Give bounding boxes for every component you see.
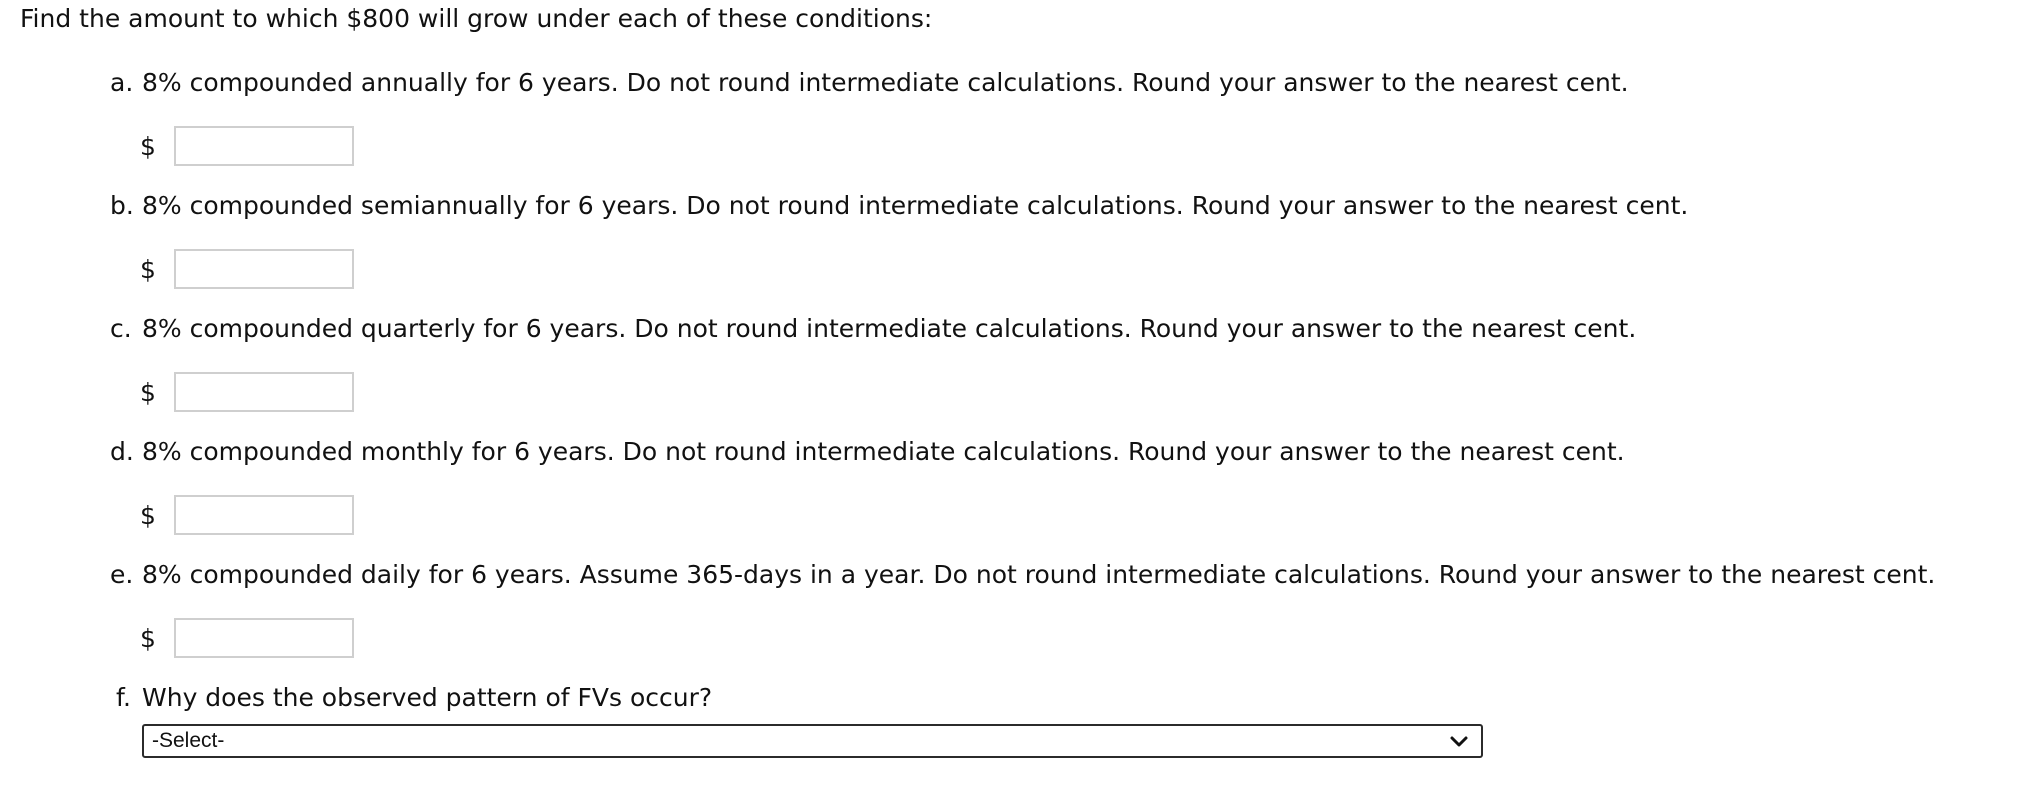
part-b-prompt bbox=[110, 189, 1688, 223]
part-c-prompt bbox=[110, 312, 1636, 346]
part-text: 8% compounded daily for 6 years. Assume 365-days in a year. Do not round intermediate calculations. Round your answer to the nearest cent. bbox=[142, 560, 1936, 589]
part-letter: e. bbox=[110, 560, 134, 589]
part-e-prompt bbox=[110, 558, 1935, 592]
part-a-prompt bbox=[110, 66, 1629, 100]
part-letter: b. bbox=[110, 191, 134, 220]
answer-input-c[interactable] bbox=[174, 372, 354, 412]
part-letter: a. bbox=[110, 68, 134, 97]
part-text: 8% compounded semiannually for 6 years. Do not round intermediate calculations. Round your answer to the nearest cent. bbox=[142, 191, 1689, 220]
part-d-prompt bbox=[110, 435, 1625, 469]
part-f-prompt bbox=[116, 681, 712, 715]
dollar-sign: $ bbox=[140, 501, 156, 530]
question-intro: Find the amount to which $800 will grow under each of these conditions: bbox=[20, 4, 933, 33]
part-letter: f. bbox=[116, 683, 131, 712]
dollar-sign: $ bbox=[140, 132, 156, 161]
dollar-sign: $ bbox=[140, 255, 156, 284]
part-letter: c. bbox=[110, 314, 132, 343]
select-value: -Select- bbox=[152, 729, 225, 752]
part-text: Why does the observed pattern of FVs occur? bbox=[142, 683, 713, 712]
answer-input-d[interactable] bbox=[174, 495, 354, 535]
answer-input-e[interactable] bbox=[174, 618, 354, 658]
dollar-sign: $ bbox=[140, 378, 156, 407]
answer-input-b[interactable] bbox=[174, 249, 354, 289]
dollar-sign: $ bbox=[140, 624, 156, 653]
chevron-down-icon bbox=[1449, 731, 1469, 751]
explanation-select[interactable] bbox=[142, 724, 1483, 758]
part-letter: d. bbox=[110, 437, 134, 466]
part-text: 8% compounded annually for 6 years. Do not round intermediate calculations. Round your answer to the nearest cent. bbox=[142, 68, 1629, 97]
answer-input-a[interactable] bbox=[174, 126, 354, 166]
part-text: 8% compounded quarterly for 6 years. Do not round intermediate calculations. Round your answer to the nearest cent. bbox=[142, 314, 1637, 343]
part-text: 8% compounded monthly for 6 years. Do not round intermediate calculations. Round your answer to the nearest cent. bbox=[142, 437, 1625, 466]
